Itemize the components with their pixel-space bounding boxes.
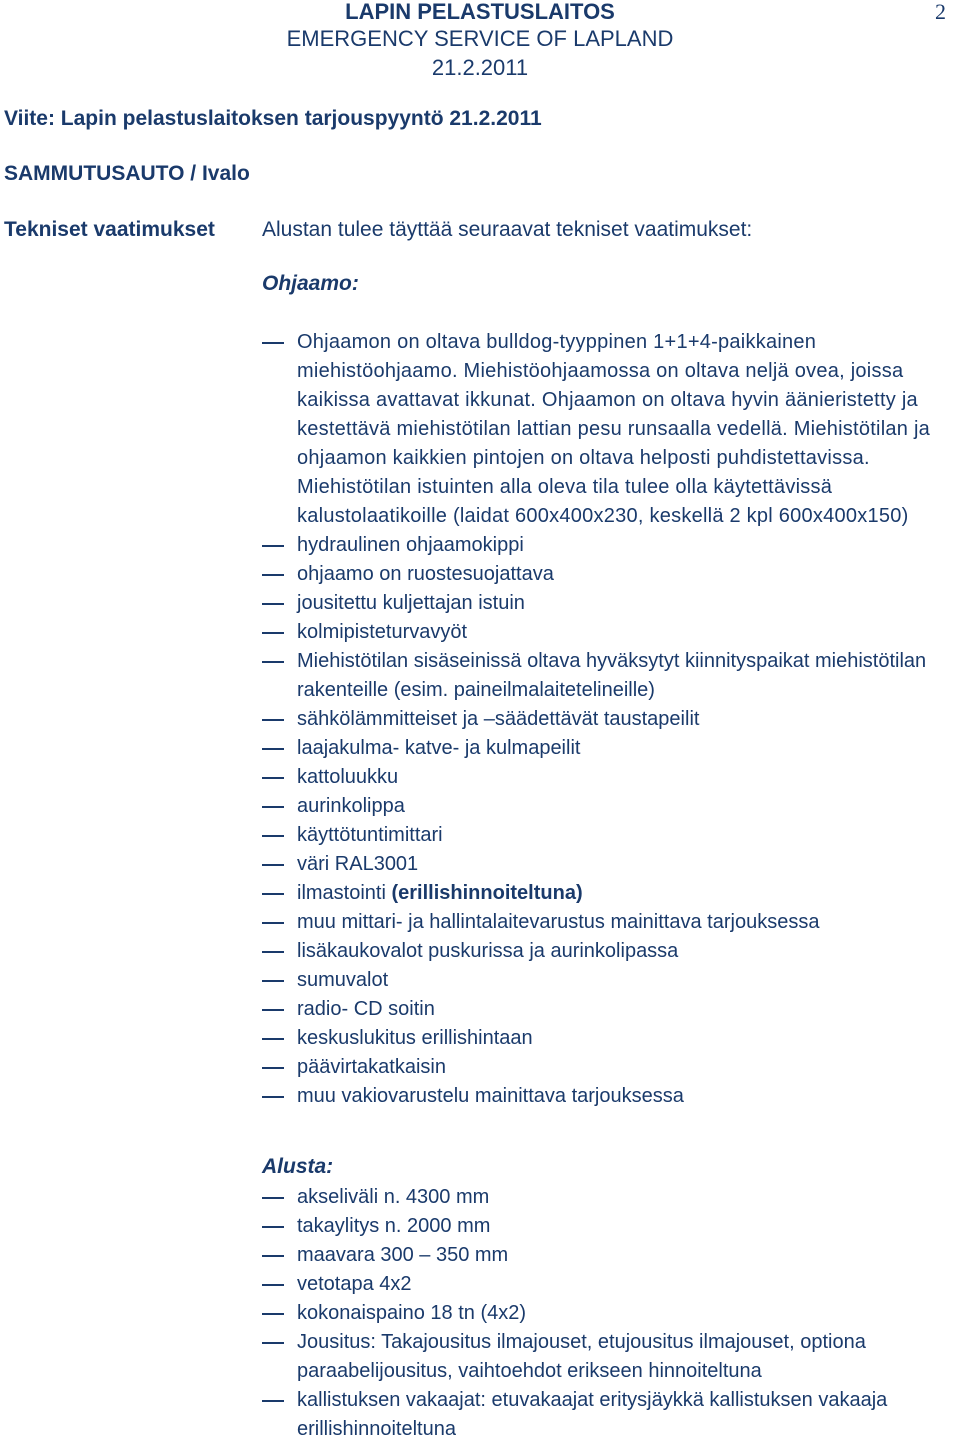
list-item [262, 821, 948, 850]
list-item [262, 1082, 948, 1111]
list-item-text: lisäkaukovalot puskurissa ja aurinkolipassa [297, 940, 679, 962]
dash-bullet-icon [262, 922, 284, 924]
page-number: 2 [935, 0, 946, 24]
org-name-english: EMERGENCY SERVICE OF LAPLAND [286, 26, 674, 51]
list-item [262, 618, 948, 647]
list-item-text: sumuvalot [297, 969, 389, 991]
list-item-text: kokonaispaino 18 tn (4x2) [297, 1302, 527, 1324]
list-item [262, 531, 948, 560]
list-item-text: laajakulma- katve- ja kulmapeilit [297, 737, 581, 759]
list-item-text: ohjaamo on ruostesuojattava [297, 563, 554, 585]
dash-bullet-icon [262, 835, 284, 837]
list-item [262, 589, 948, 618]
list-item [262, 1241, 948, 1270]
list-item [262, 966, 948, 995]
list-item [262, 792, 948, 821]
dash-bullet-icon [262, 342, 284, 344]
dash-bullet-icon [262, 661, 284, 663]
cab-requirements-list [262, 328, 948, 1111]
list-item-text: väri RAL3001 [297, 853, 419, 875]
header-date: 21.2.2011 [431, 55, 529, 80]
dash-bullet-icon [262, 1342, 284, 1344]
list-item-text: akseliväli n. 4300 mm [297, 1186, 490, 1208]
dash-bullet-icon [262, 980, 284, 982]
dash-bullet-icon [262, 632, 284, 634]
dash-bullet-icon [262, 864, 284, 866]
technical-requirements-intro: Alustan tulee täyttää seuraavat tekniset vaatimukset: [262, 218, 753, 241]
list-item [262, 1270, 948, 1299]
org-name: LAPIN PELASTUSLAITOS [345, 0, 615, 24]
cab-heading: Ohjaamo: [262, 272, 359, 295]
list-item [262, 879, 948, 908]
list-item [262, 1386, 948, 1444]
list-item-text: Miehistötilan sisäseinissä oltava hyväksytyt kiinnityspaikat miehistötilan rakenteille (esim. paineilmalaitetelineille) [297, 650, 927, 701]
dash-bullet-icon [262, 1197, 284, 1199]
list-item [262, 705, 948, 734]
list-item-text: hydraulinen ohjaamokippi [297, 534, 524, 556]
list-item [262, 1299, 948, 1328]
list-item-text: muu mittari- ja hallintalaitevarustus mainittava tarjouksessa [297, 911, 820, 933]
list-item-text: aurinkolippa [297, 795, 405, 817]
list-item [262, 1053, 948, 1082]
dash-bullet-icon [262, 719, 284, 721]
list-item-text: Jousitus: Takajousitus ilmajouset, etujousitus ilmajouset, optiona paraabelijousitus, vaihtoehdot erikseen hinnoiteltuna [297, 1331, 866, 1382]
list-item [262, 937, 948, 966]
dash-bullet-icon [262, 1096, 284, 1098]
list-item [262, 647, 948, 705]
dash-bullet-icon [262, 748, 284, 750]
list-item [262, 328, 948, 531]
dash-bullet-icon [262, 545, 284, 547]
list-item-text: jousitettu kuljettajan istuin [297, 592, 525, 614]
list-item-text: sähkölämmitteiset ja –säädettävät taustapeilit [297, 708, 700, 730]
dash-bullet-icon [262, 1226, 284, 1228]
list-item-text: radio- CD soitin [297, 998, 435, 1020]
list-item [262, 1183, 948, 1212]
list-item-text: ilmastointi [297, 882, 386, 904]
vehicle-title: SAMMUTUSAUTO / Ivalo [4, 162, 250, 185]
dash-bullet-icon [262, 806, 284, 808]
dash-bullet-icon [262, 603, 284, 605]
list-item [262, 763, 948, 792]
chassis-requirements-list [262, 1183, 948, 1444]
list-item-text: muu vakiovarustelu mainittava tarjouksessa [297, 1085, 684, 1107]
chassis-heading: Alusta: [262, 1155, 334, 1178]
list-item-text: päävirtakatkaisin [297, 1056, 446, 1078]
list-item-text: maavara 300 – 350 mm [297, 1244, 509, 1266]
dash-bullet-icon [262, 574, 284, 576]
reference-line: Viite: Lapin pelastuslaitoksen tarjouspyyntö 21.2.2011 [4, 107, 542, 130]
list-item [262, 734, 948, 763]
list-item [262, 995, 948, 1024]
dash-bullet-icon [262, 1400, 284, 1402]
list-item-text: takaylitys n. 2000 mm [297, 1215, 491, 1237]
dash-bullet-icon [262, 777, 284, 779]
dash-bullet-icon [262, 1038, 284, 1040]
list-item [262, 560, 948, 589]
list-item [262, 1024, 948, 1053]
list-item-text: käyttötuntimittari [297, 824, 443, 846]
ac-price-note: (erillishinnoiteltuna) [391, 882, 583, 904]
list-item [262, 850, 948, 879]
dash-bullet-icon [262, 1255, 284, 1257]
dash-bullet-icon [262, 1009, 284, 1011]
dash-bullet-icon [262, 893, 284, 895]
list-item-text: kallistuksen vakaajat: etuvakaajat eritysjäykkä kallistuksen vakaaja erillishinnoiteltuna [297, 1389, 888, 1440]
dash-bullet-icon [262, 1313, 284, 1315]
list-item [262, 1212, 948, 1241]
cab-intro-text: Ohjaamon on oltava bulldog-tyyppinen 1+1+4-paikkainen miehistöohjaamo. Miehistöohjaamossa on oltava neljä ovea, joissa kaikissa avattavat ikkunat. Ohjaamon on oltava hyvin äänieristetty ja kestettävä miehistötilan lattian pesu runsaalla vedellä. Miehistötilan ja ohjaamon kaikkien pintojen on oltava helposti puhdistettavissa. Miehistötilan istuinten alla oleva tila tulee olla käytettävissä kalustolaatikoille (laidat 600x400x230, keskellä 2 kpl 600x400x150) [297, 331, 931, 527]
list-item [262, 908, 948, 937]
dash-bullet-icon [262, 1284, 284, 1286]
dash-bullet-icon [262, 951, 284, 953]
technical-requirements-label: Tekniset vaatimukset [4, 218, 215, 241]
list-item [262, 1328, 948, 1386]
list-item-text: vetotapa 4x2 [297, 1273, 412, 1295]
list-item-text: kolmipisteturvavyöt [297, 621, 468, 643]
dash-bullet-icon [262, 1067, 284, 1069]
list-item-text: kattoluukku [297, 766, 399, 788]
list-item-text: keskuslukitus erillishintaan [297, 1027, 533, 1049]
